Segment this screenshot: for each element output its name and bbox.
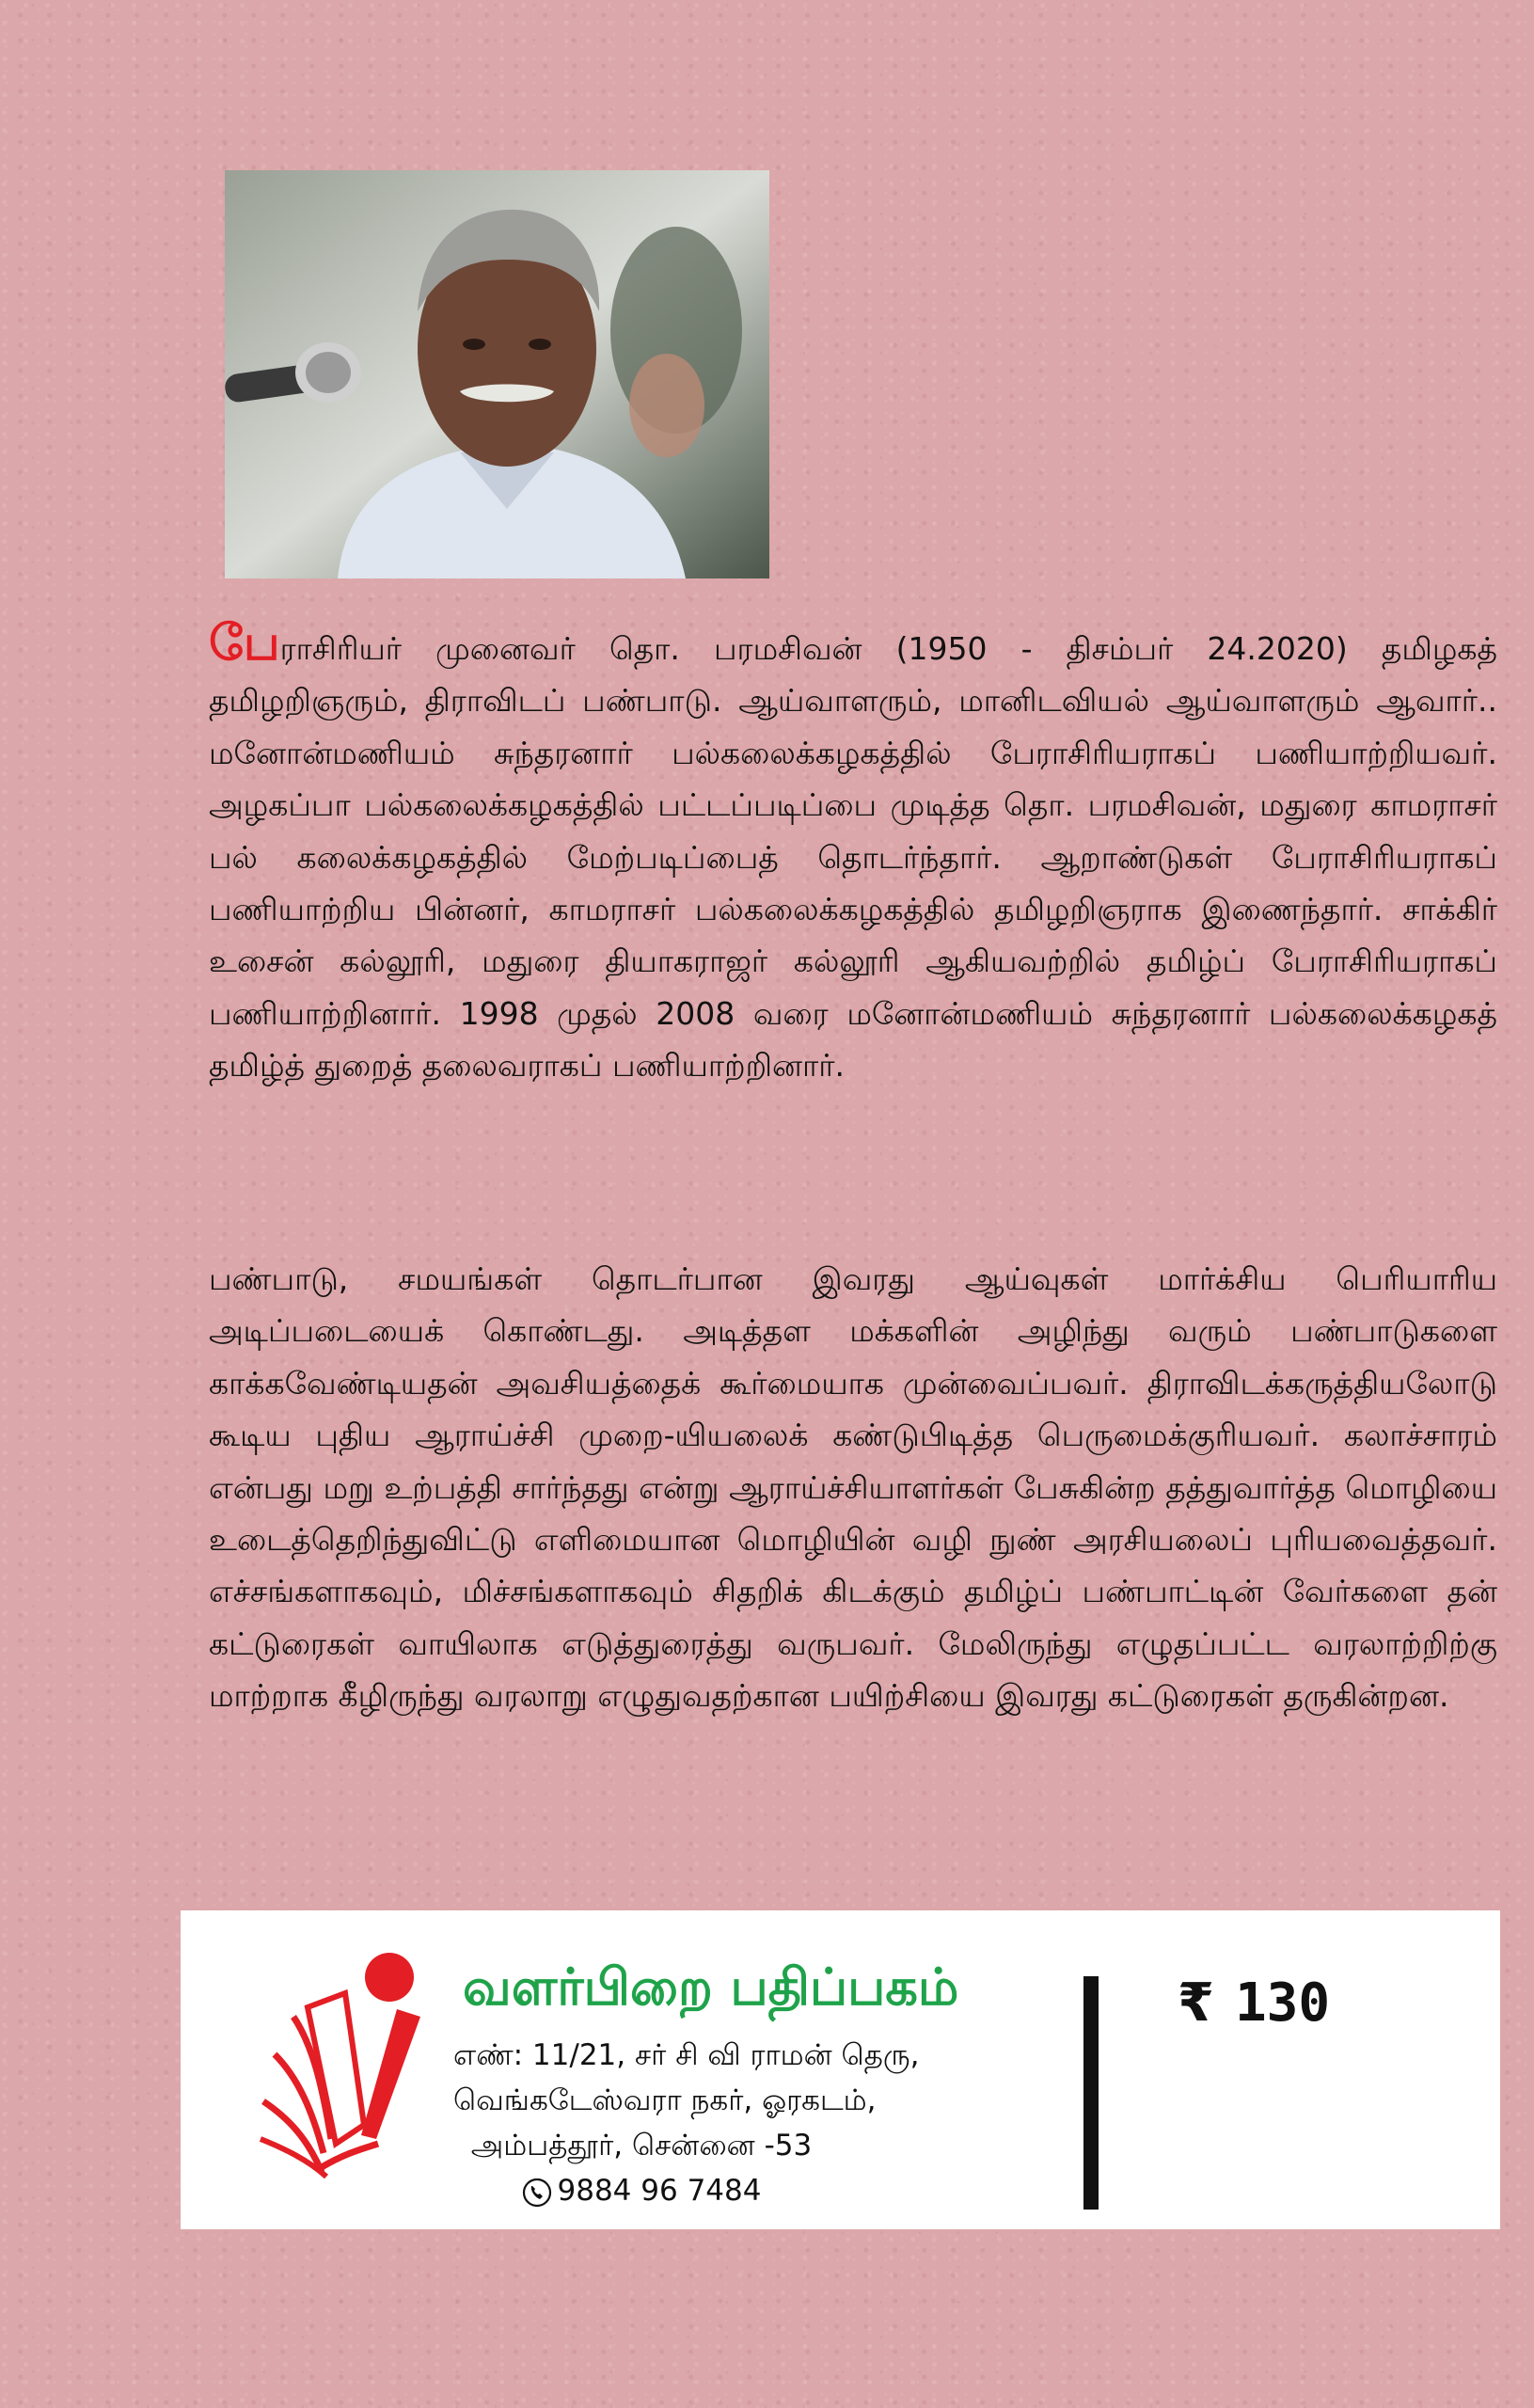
divider (1083, 1976, 1099, 2210)
phone-row (453, 2168, 830, 2221)
address-line-3: அம்பத்தூர், சென்னை -53 (470, 2129, 813, 2162)
rupee-icon: ₹ (1178, 1972, 1214, 2034)
author-photo-illustration (225, 170, 769, 578)
publisher-logo-icon (256, 1951, 439, 2181)
biography-paragraph-2: பண்பாடு, சமயங்கள் தொடர்பான இவரது ஆய்வுகள் மார்க்சிய பெரியாரிய அடிப்படையைக் கொண்டது. அடித்தள மக்களின் அழிந்து வரும் பண்பாடுகளை காக்கவேண்டியதன் அவசியத்தைக் கூர்மையாக முன்வைப்பவர். திராவிடக்கருத்தியலோடு கூடிய புதிய ஆராய்ச்சி முறை-யியலைக் கண்டுபிடித்த பெருமைக்குரியவர். கலாச்சாரம் என்பது மறு உற்பத்தி சார்ந்தது என்று ஆராய்ச்சியாளர்கள் பேசுகின்ற தத்துவார்த்த மொழியை உடைத்தெறிந்துவிட்டு எளிமையான மொழியின் வழி நுண் அரசியலைப் புரியவைத்தவர். எச்சங்களாகவும், மிச்சங்களாகவும் சிதறிக் கிடக்கும் தமிழ்ப் பண்பாட்டின் வேர்களை தன் கட்டுரைகள் வாயிலாக எடுத்துரைத்து வருபவர். மேலிருந்து எழுதப்பட்ட வரலாற்றிற்கு மாற்றாக கீழிருந்து வரலாறு எழுதுவதற்கான பயிற்சியை இவரது கட்டுரைகள் தருகின்றன. (209, 1260, 1497, 1715)
author-photo (225, 170, 769, 578)
dropcap: பே (209, 615, 280, 672)
address-line-1: எண்: 11/21, சர் சி வி ராமன் தெரு, (453, 2038, 920, 2072)
phone-number: 9884 96 7484 (557, 2174, 762, 2208)
publisher-name: வளர்பிறை பதிப்பகம் (463, 1957, 959, 2017)
publisher-panel (181, 1910, 1500, 2229)
price (1178, 1972, 1330, 2034)
publisher-address (453, 2033, 920, 2221)
biography-paragraph-1-text: ராசிரியர் முனைவர் தொ. பரமசிவன் (1950 - திசம்பர் 24.2020) தமிழகத் தமிழறிஞரும், திராவிடப் பண்பாடு. ஆய்வாளரும், மானிடவியல் ஆய்வாளரும் ஆவார்.. மனோன்மணியம் சுந்தரனார் பல்கலைக்கழகத்தில் பேராசிரியராகப் பணியாற்றியவர். அழகப்பா பல்கலைக்கழகத்தில் பட்டப்படிப்பை முடித்த தொ. பரமசிவன், மதுரை காமராசர் பல் கலைக்கழகத்தில் மேற்படிப்பைத் தொடர்ந்தார். ஆறாண்டுகள் பேராசிரியராகப் பணியாற்றிய பின்னர், காமராசர் பல்கலைக்கழகத்தில் தமிழறிஞராக இணைந்தார். சாக்கிர் உசைன் கல்லூரி, மதுரை தியாகராஜர் கல்லூரி ஆகியவற்றில் தமிழ்ப் பேராசிரியராகப் பணியாற்றினார். 1998 முதல் 2008 வரை மனோன்மணியம் சுந்தரனார் பல்கலைக்கழகத் தமிழ்த் துறைத் தலைவராகப் பணியாற்றினார். (209, 630, 1497, 1085)
biography-paragraph-1 (209, 615, 1497, 1092)
phone-icon (522, 2176, 552, 2206)
price-value: 130 (1234, 1972, 1331, 2034)
address-line-2: வெங்கடேஸ்வரா நகர், ஓரகடம், (453, 2083, 877, 2117)
